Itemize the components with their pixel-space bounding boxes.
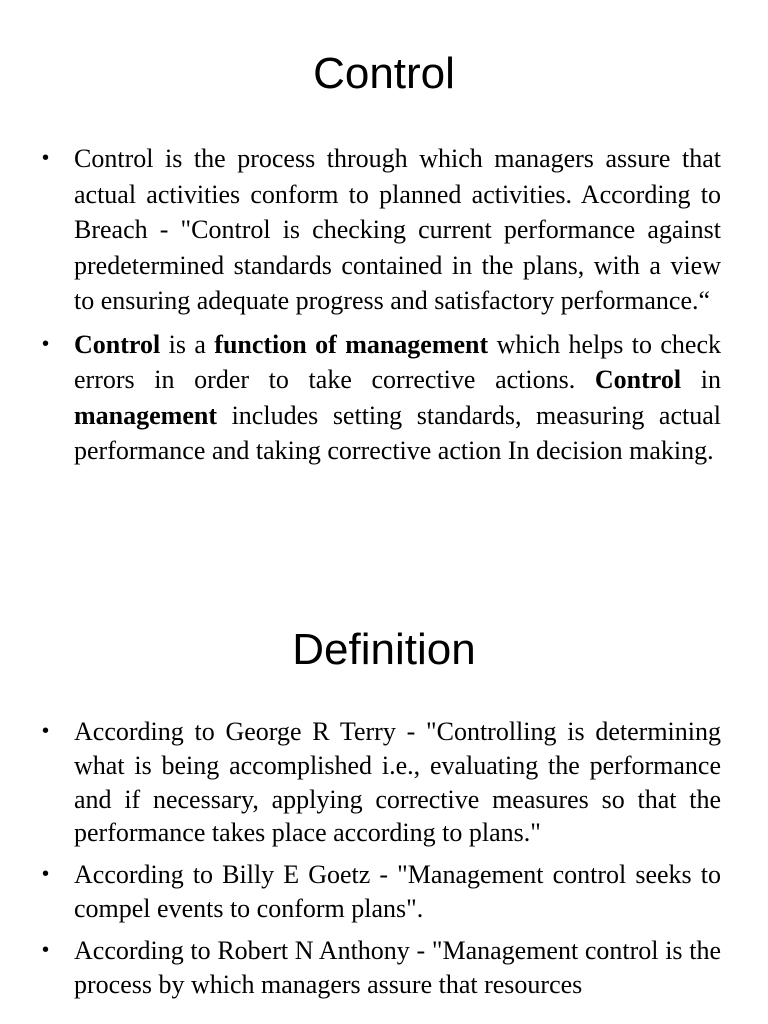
bullet-dot-icon: • xyxy=(42,863,50,886)
bullet-text: Control is the process through which managers assure that actual activities conform to planned activities. According to Breach - "Control is checking current performance against predetermined standards contained in the plans, with a view to ensuring adequate progress and satisfactory performance.“ xyxy=(74,144,721,315)
definition-bullet-list xyxy=(40,715,721,1009)
bullet-text: which helps to check errors in order to take corrective actions. xyxy=(74,329,722,394)
list-item xyxy=(40,327,721,469)
list-item xyxy=(40,715,721,850)
list-item xyxy=(40,934,721,1002)
bullet-text: includes setting standards, measuring actual performance and taking corrective action In decision making. xyxy=(74,400,721,465)
bold-term: function of management xyxy=(214,329,489,359)
bold-term: Control xyxy=(74,329,161,359)
list-item xyxy=(40,141,721,319)
bold-term: management xyxy=(74,400,217,430)
bullet-dot-icon: • xyxy=(42,332,50,355)
bullet-text: According to Robert N Anthony - "Management control is the process by which managers assure that resources xyxy=(74,935,721,999)
bullet-dot-icon: • xyxy=(42,720,50,742)
list-item xyxy=(40,858,721,926)
bold-term: Control xyxy=(594,365,682,394)
bullet-text: According to Billy E Goetz - "Management control seeks to compel events to conform plans". xyxy=(74,860,721,923)
control-bullet-list xyxy=(40,141,721,477)
bullet-text: in xyxy=(681,365,721,394)
section-title-definition: Definition xyxy=(292,625,476,674)
bullet-dot-icon: • xyxy=(42,147,50,169)
bullet-text: is a xyxy=(160,329,215,359)
section-title-control: Control xyxy=(313,49,455,98)
bullet-dot-icon: • xyxy=(42,938,50,961)
bullet-text: According to George R Terry - "Controlling is determining what is being accomplished i.e., evaluating the performance and if necessary, applying corrective measures so that the performance takes place according to plans." xyxy=(74,717,721,848)
